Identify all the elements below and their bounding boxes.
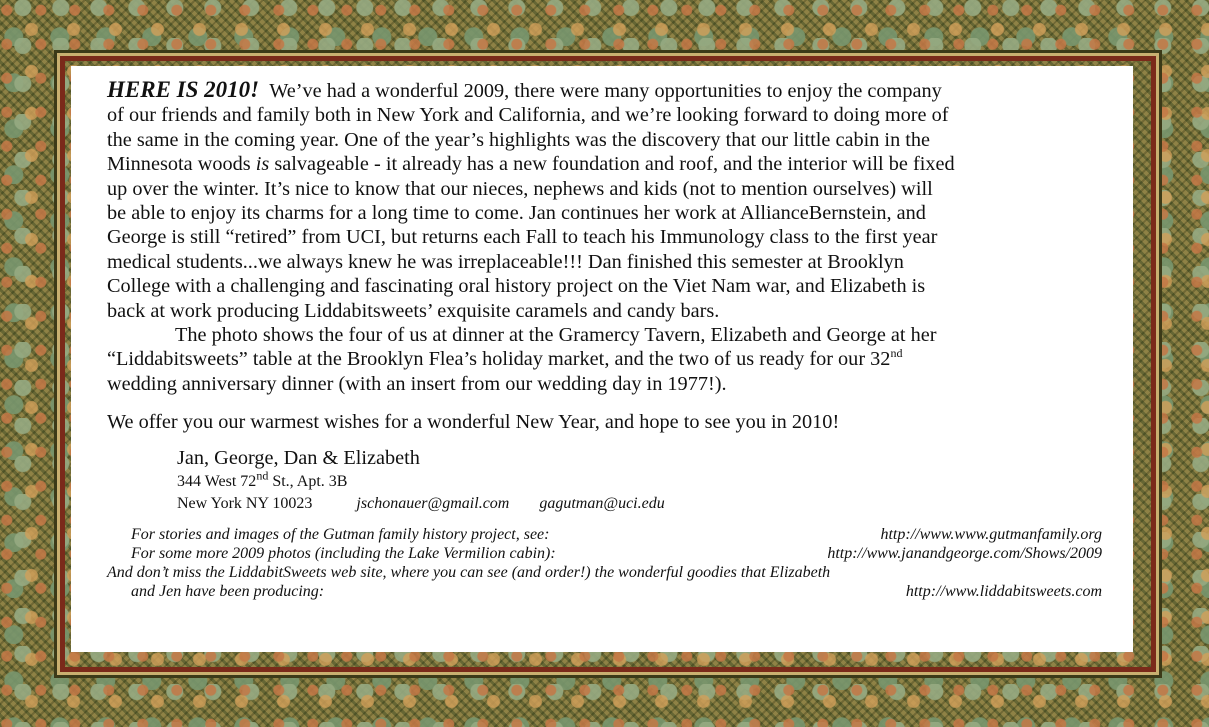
line: College with a challenging and fascinating oral history project on the Viet Nam war, and Elizabeth is [107, 275, 926, 298]
link-url[interactable]: http://www.www.gutmanfamily.org [880, 525, 1102, 543]
line: medical students...we always knew he was irreplaceable!!! Dan finished this semester at Brooklyn [107, 250, 904, 273]
link-label: And don’t miss the LiddabitSweets web site, where you can see (and order!) the wonderful goodies that Elizabeth [107, 563, 831, 581]
link-url[interactable]: http://www.janandgeorge.com/Shows/2009 [827, 544, 1102, 562]
line: The photo shows the four of us at dinner at the Gramercy Tavern, Elizabeth and George at her [175, 324, 937, 347]
line: be able to enjoy its charms for a long time to come. Jan continues her work at AllianceBernstein, and [107, 202, 926, 225]
ordinal-suffix: nd [890, 346, 903, 361]
email-jan[interactable]: jschonauer@gmail.com [356, 494, 510, 512]
address-city: New York NY 10023 [177, 494, 313, 512]
line: back at work producing Liddabitsweets’ exquisite caramels and candy bars. [107, 299, 720, 322]
link-label: and Jen have been producing: [131, 582, 325, 600]
link-url[interactable]: http://www.liddabitsweets.com [905, 582, 1102, 600]
line: salvageable - it already has a new foundation and roof, and the interior will be fixed [269, 153, 955, 176]
line: wedding anniversary dinner (with an insert from our wedding day in 1977!). [107, 372, 727, 395]
link-label: For some more 2009 photos (including the Lake Vermilion cabin): [131, 544, 556, 562]
line: Minnesota woods [107, 153, 256, 176]
headline: HERE IS 2010! [107, 77, 260, 102]
address-city-and-emails [177, 493, 1102, 515]
line: the same in the coming year. One of the year’s highlights was the discovery that our little cabin in the [107, 128, 931, 151]
line: We’ve had a wonderful 2009, there were many opportunities to enjoy the company [269, 80, 942, 102]
links-section [107, 525, 1102, 601]
address-street: 344 West 72nd St., Apt. 3B [177, 468, 348, 490]
link-row [107, 544, 1102, 563]
line: “Liddabitsweets” table at the Brooklyn Flea’s holiday market, and the two of us ready for our 32 [107, 348, 891, 371]
link-row [107, 563, 1102, 582]
line: George is still “retired” from UCI, but returns each Fall to teach his Immunology class to the first year [107, 226, 938, 249]
line: up over the winter. It’s nice to know that our nieces, nephews and kids (not to mention ourselves) will [107, 177, 933, 200]
signature-names: Jan, George, Dan & Elizabeth [177, 446, 420, 469]
intro-paragraph [107, 78, 1102, 396]
link-row [107, 525, 1102, 544]
letter-content [107, 78, 1102, 601]
signature-block [177, 445, 1102, 515]
emphasis: is [255, 153, 270, 176]
closing-wishes: We offer you our warmest wishes for a wonderful New Year, and hope to see you in 2010! [107, 411, 840, 434]
email-george[interactable]: gagutman@uci.edu [539, 494, 665, 512]
link-label: For stories and images of the Gutman family history project, see: [131, 525, 550, 543]
link-row [107, 582, 1102, 601]
line: of our friends and family both in New York and California, and we’re looking forward to doing more of [107, 104, 949, 127]
